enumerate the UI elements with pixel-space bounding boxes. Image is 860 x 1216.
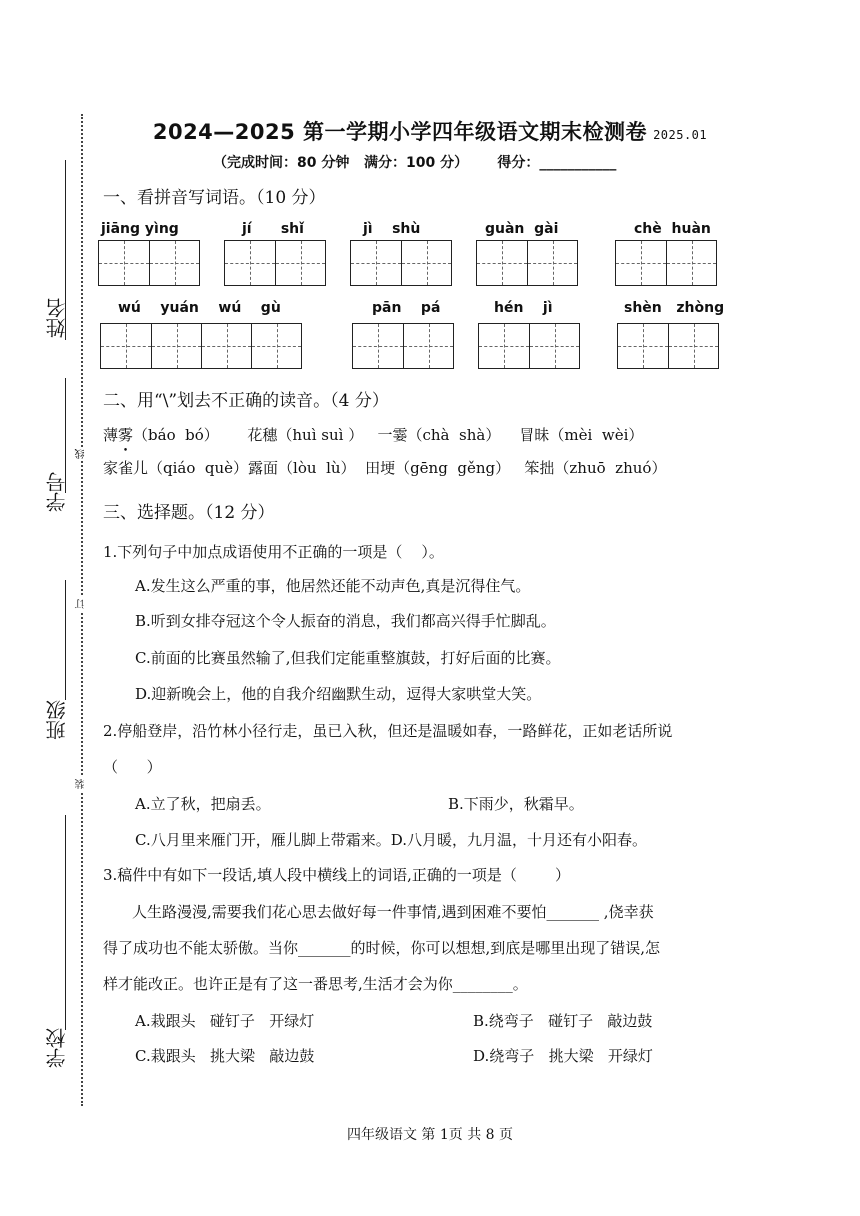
section1-title: 一、看拼音写词语。（10 分） [103, 188, 326, 208]
q3-option-b[interactable]: B.绕弯子 碰钉子 敲边鼓 [473, 1012, 653, 1030]
q2-stem: 2.停船登岸，沿竹林小径行走，虽已入秋，但还是温暖如春，一路鲜花，正如老话所说 [103, 722, 673, 740]
section2-title: 二、用“\”划去不正确的读音。（4 分） [103, 391, 389, 411]
q1-option-c[interactable]: C.前面的比赛虽然输了,但我们定能重整旗鼓，打好后面的比赛。 [135, 649, 561, 667]
char-grid-r2-2[interactable] [352, 323, 454, 369]
id-label: 学号 [45, 472, 69, 512]
pinyin-r2-1: wú yuán wú gù [118, 300, 281, 316]
title-text: 2024—2025 第一学期小学四年级语文期末检测卷 [152, 120, 648, 144]
pinyin-r1-3: jì shù [363, 221, 421, 237]
class-label: 班级 [45, 700, 69, 740]
bind-mark-ding: 订 [76, 599, 87, 609]
q3-stem: 3.稿件中有如下一段话,填人段中横线上的词语,正确的一项是（ ） [103, 866, 570, 884]
q2-option-b[interactable]: B.下雨少，秋霜早。 [448, 795, 584, 813]
char-grid-r1-4[interactable] [476, 240, 578, 286]
class-write-line [65, 580, 66, 700]
section2-line2: 家雀儿（qiáo què）露面（lòu lù） 田埂（gēng gěng） 笨拙（zhuō zhuó） [103, 459, 667, 477]
q3-passage-2: 得了成功也不能太骄傲。当你_______的时候，你可以想想,到底是哪里出现了错误,怎 [103, 939, 661, 957]
q2-option-a[interactable]: A.立了秋，把扇丢。 [135, 795, 271, 813]
bind-mark-zhuang: 装 [76, 779, 87, 789]
pinyin-r1-4: guàn gài [485, 221, 559, 237]
char-grid-r1-1[interactable] [98, 240, 200, 286]
q1-stem: 1.下列句子中加点成语使用不正确的一项是（ ）。 [103, 543, 444, 561]
pinyin-r1-1: jiāng yìng [101, 221, 179, 237]
pinyin-r2-3: hén jì [494, 300, 553, 316]
exam-subtitle: （完成时间：80 分钟 满分：100 分） 得分：___________ [213, 155, 617, 171]
pinyin-r2-4: shèn zhòng [624, 300, 725, 316]
pinyin-r1-5: chè huàn [634, 221, 711, 237]
pinyin-r1-2: jí shǐ [242, 221, 304, 237]
q3-passage-1: 人生路漫漫,需要我们花心思去做好每一件事情,遇到困难不要怕_______ ,侥幸获 [132, 903, 654, 921]
page-footer: 四年级语文 第 1页 共 8 页 [346, 1127, 514, 1143]
school-label: 学校 [45, 1028, 69, 1068]
name-label: 姓名 [45, 298, 69, 338]
q1-option-d[interactable]: D.迎新晚会上，他的自我介绍幽默生动，逗得大家哄堂大笑。 [135, 685, 542, 703]
q1-option-a[interactable]: A.发生这么严重的事，他居然还能不动声色,真是沉得住气。 [135, 577, 531, 595]
school-write-line [65, 815, 66, 1030]
pinyin-r2-2: pān pá [372, 300, 441, 316]
q2-option-cd[interactable]: C.八月里来雁门开，雁儿脚上带霜来。D.八月暖，九月温，十月还有小阳春。 [135, 831, 647, 849]
bind-mark-xian: 线 [76, 449, 87, 459]
char-grid-r2-4[interactable] [617, 323, 719, 369]
q3-option-c[interactable]: C.栽跟头 挑大梁 敲边鼓 [135, 1047, 315, 1065]
q2-blank: （ ） [103, 758, 162, 776]
char-grid-r2-1[interactable] [100, 323, 302, 369]
char-grid-r1-3[interactable] [350, 240, 452, 286]
q3-passage-3: 样才能改正。也许正是有了这一番思考,生活才会为你________。 [103, 975, 528, 993]
q1-option-b[interactable]: B.听到女排夺冠这个令人振奋的消息，我们都高兴得手忙脚乱。 [135, 612, 556, 630]
exam-title [0, 116, 860, 146]
char-grid-r1-2[interactable] [224, 240, 326, 286]
exam-date: 2025.01 [653, 128, 708, 142]
section3-title: 三、选择题。（12 分） [103, 503, 275, 523]
q3-option-a[interactable]: A.栽跟头 碰钉子 开绿灯 [135, 1012, 315, 1030]
char-grid-r2-3[interactable] [478, 323, 580, 369]
char-grid-r1-5[interactable] [615, 240, 717, 286]
section2-line1: 薄雾（báo bó） 花穗（huì suì ） 一霎（chà shà） 冒昧（mèi wèi） [103, 426, 644, 444]
q3-option-d[interactable]: D.绕弯子 挑大梁 开绿灯 [473, 1047, 653, 1065]
